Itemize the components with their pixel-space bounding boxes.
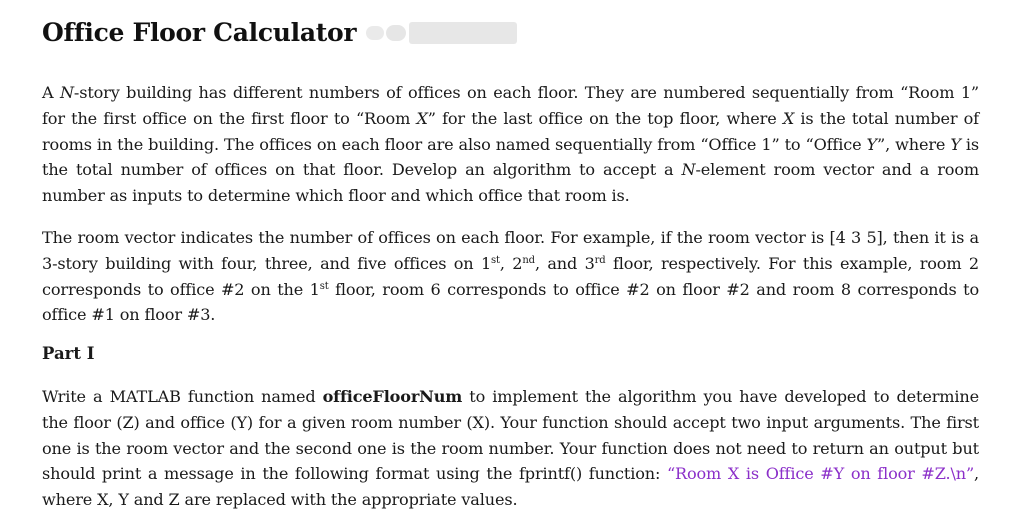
- problem-description-paragraph: A N-story building has different numbers of offices on each floor. They are numbered sequentially from “Room 1” for the first office on the first floor to “Room X” for the last office on the top floor, where X is the total number of rooms in the building. The offices on each floor are also named sequentially from “Office 1” to “Office Y”, where Y is the total number of offices on that floor. Develop an algorithm to accept a N-element room vector and a room number as inputs to determine which floor and which office that room is.: [42, 83, 979, 206]
- section-heading: Part I: [42, 344, 95, 363]
- italic-variable: X: [416, 108, 428, 128]
- page-title: Office Floor Calculator: [42, 18, 357, 47]
- function-name: officeFloorNum: [322, 387, 463, 406]
- redacted-logo: [366, 22, 517, 44]
- ordinal-suffix: st: [319, 280, 329, 292]
- italic-variable: X: [782, 108, 795, 128]
- italic-variable: Y: [950, 134, 961, 154]
- title-row: [42, 18, 517, 47]
- ordinal-suffix: nd: [522, 254, 535, 266]
- redaction-mark: [366, 26, 384, 40]
- example-paragraph: The room vector indicates the number of offices on each floor. For example, if the room vector is [4 3 5], then it is a 3-story building with four, three, and five offices on 1st, 2nd, and 3rd floor, respectively. For this example, room 2 corresponds to office #2 on the 1st floor, room 6 corresponds to office #2 on floor #2 and room 8 corresponds to office #1 on floor #3.: [42, 228, 979, 325]
- italic-variable: N: [59, 83, 74, 102]
- italic-variable: N: [681, 160, 696, 180]
- task-paragraph: Write a MATLAB function named officeFloorNum to implement the algorithm you have developed to determine the floor (Z) and office (Y) for a given room number (X). Your function should accept two input arguments. The first one is the room vector and the second one is the room number. Your function does not need to return an output but should print a message in the following format using the fprintf() function: “Room X is Office #Y on floor #Z.\n”, where X, Y and Z are replaced with the appropriate values.: [42, 387, 979, 510]
- redaction-mark: [386, 25, 406, 41]
- format-string: “Room X is Office #Y on floor #Z.\n”: [666, 464, 975, 484]
- ordinal-suffix: rd: [594, 254, 606, 266]
- ordinal-suffix: st: [491, 254, 500, 266]
- redaction-mark: [409, 22, 517, 44]
- italic-variable: Y: [866, 134, 878, 154]
